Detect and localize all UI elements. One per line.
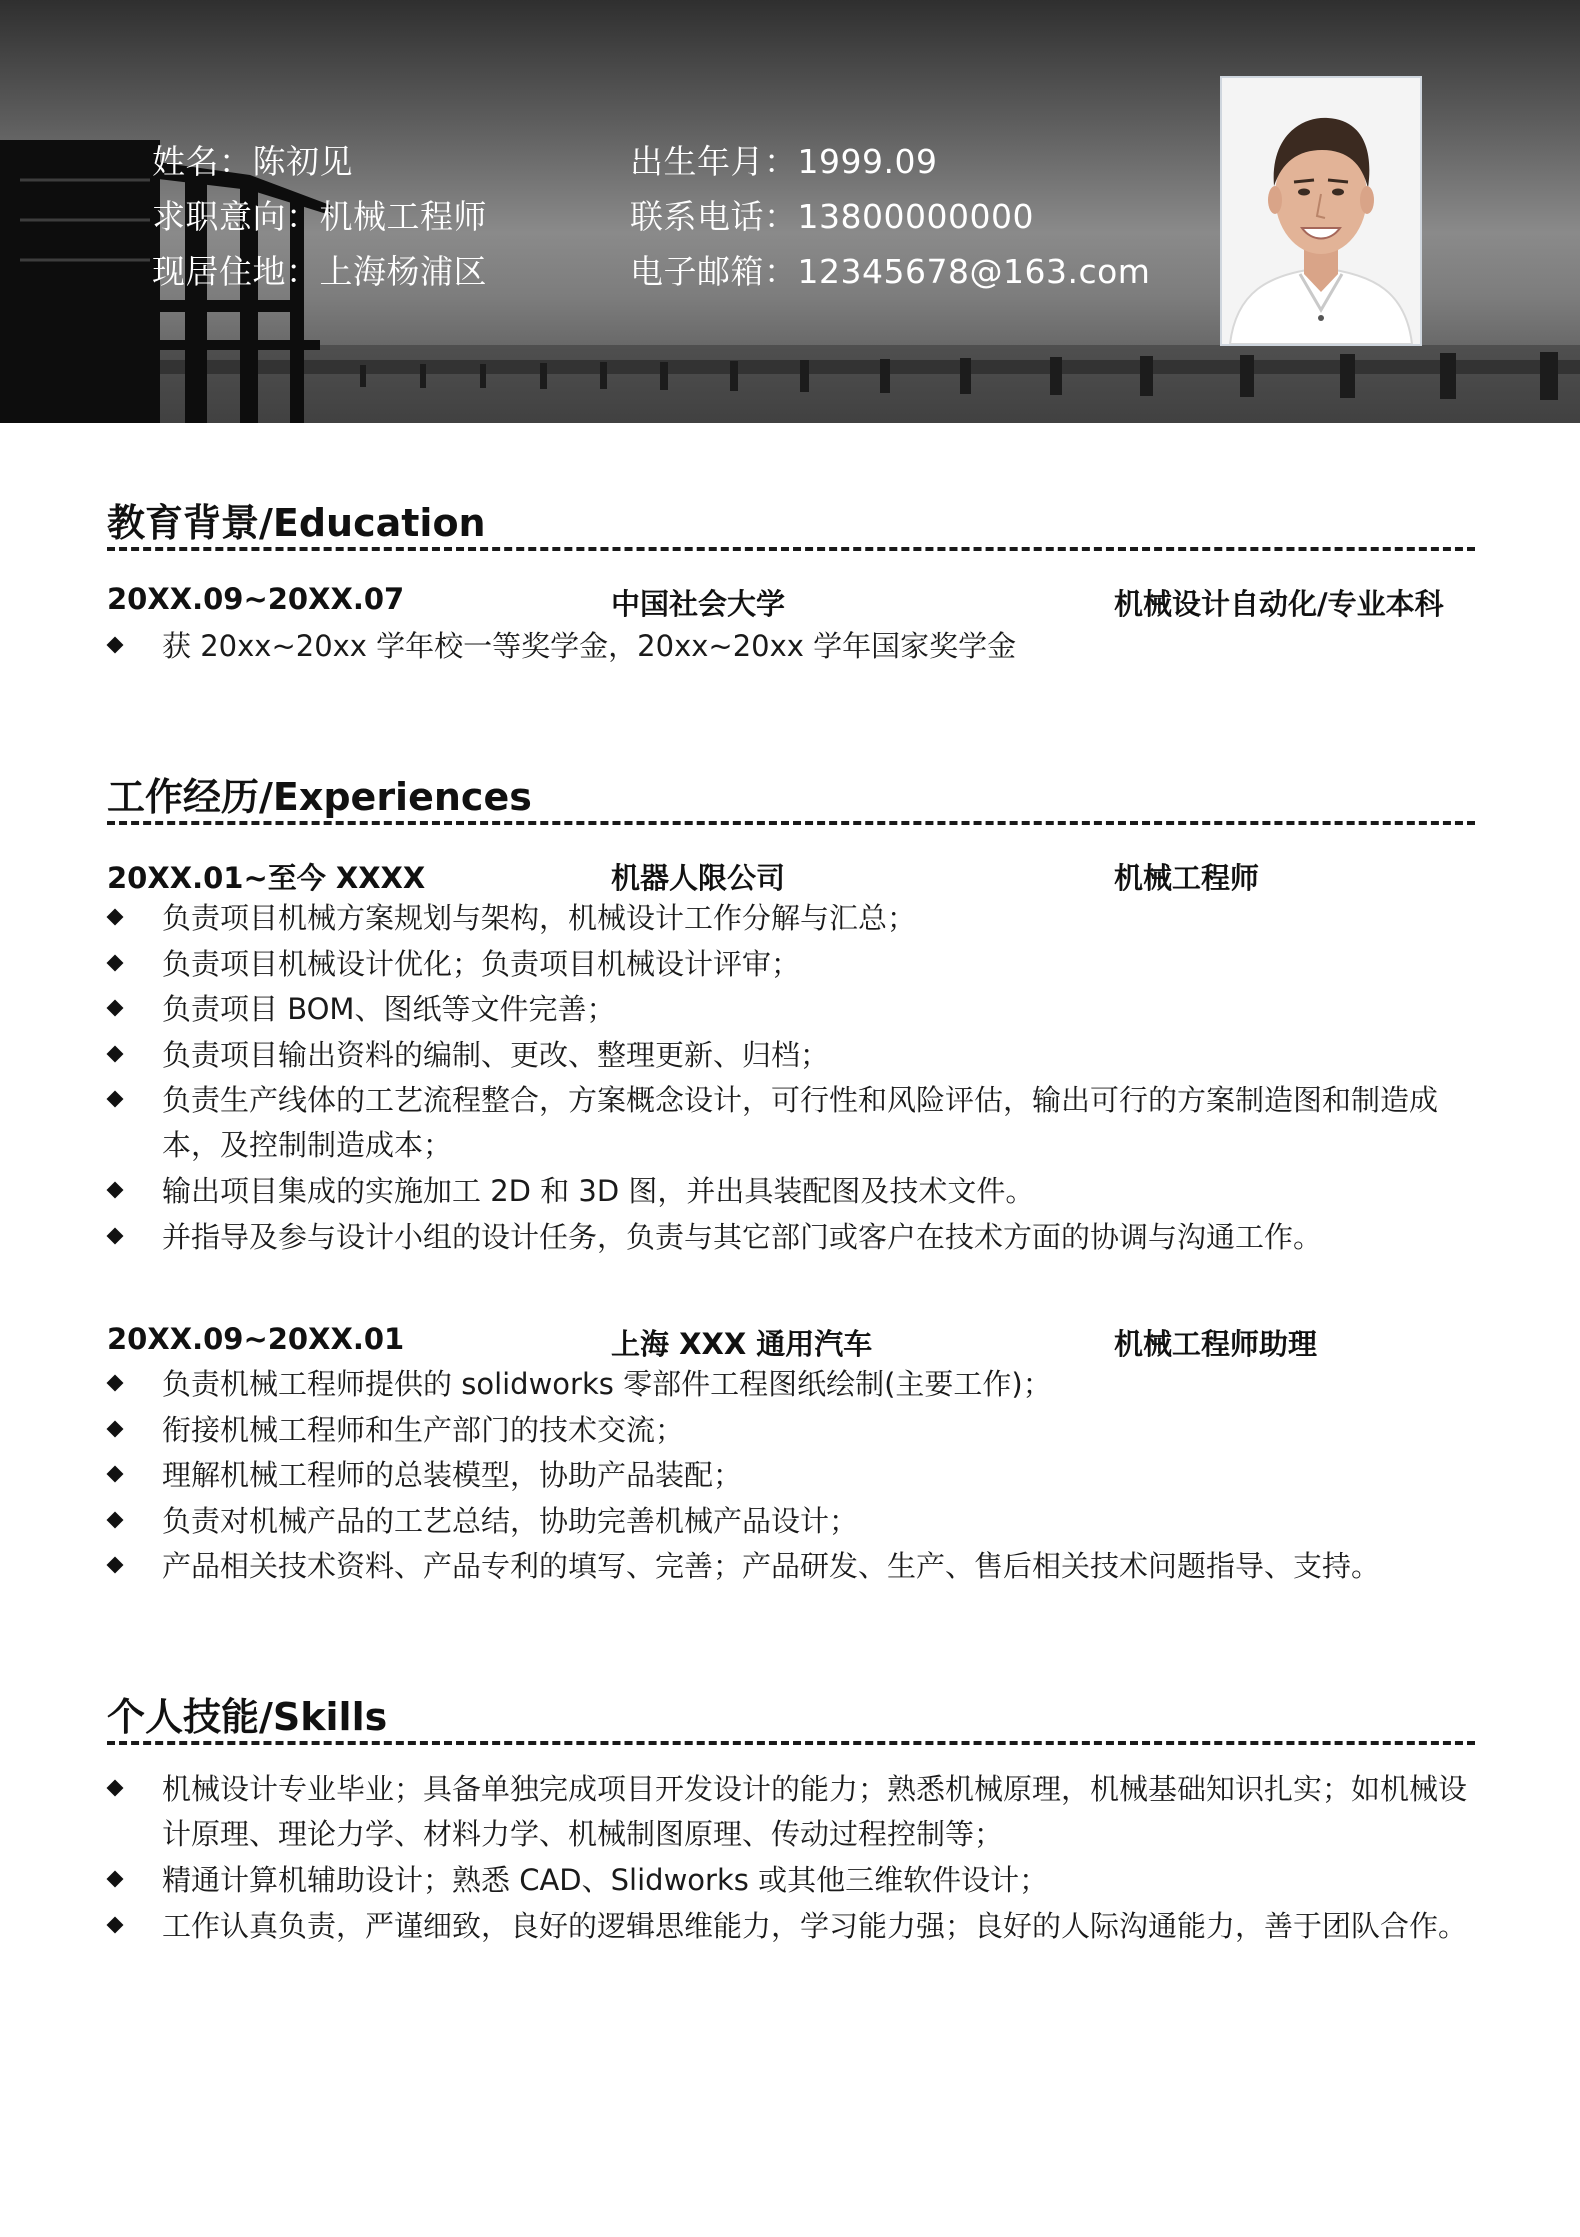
job-1-bullet: 负责项目输出资料的编制、更改、整理更新、归档； bbox=[107, 1033, 1477, 1078]
job-2-bullet: 产品相关技术资料、产品专利的填写、完善；产品研发、生产、售后相关技术问题指导、支持。 bbox=[107, 1544, 1477, 1589]
job-2-role: 机械工程师助理 bbox=[1114, 1327, 1318, 1361]
name-label: 姓名： bbox=[152, 142, 253, 181]
education-major: 机械设计自动化/专业本科 bbox=[1114, 587, 1444, 621]
birth-row bbox=[630, 136, 937, 183]
birth-label: 出生年月： bbox=[630, 142, 798, 181]
residence-row bbox=[152, 246, 487, 293]
diamond-bullet-icon bbox=[107, 909, 124, 926]
education-bullet: 获 20xx~20xx 学年校一等奖学金，20xx~20xx 学年国家奖学金 bbox=[107, 624, 1477, 669]
education-divider bbox=[107, 547, 1475, 551]
job-1-company: 机器人限公司 bbox=[611, 861, 786, 895]
diamond-bullet-icon bbox=[107, 1000, 124, 1017]
residence-value: 上海杨浦区 bbox=[319, 252, 487, 291]
diamond-bullet-icon bbox=[107, 1228, 124, 1245]
phone-value: 13800000000 bbox=[797, 197, 1034, 236]
skills-bullet: 工作认真负责，严谨细致，良好的逻辑思维能力，学习能力强；良好的人际沟通能力，善于团队合作。 bbox=[107, 1904, 1477, 1949]
job-1-bullet: 负责项目 BOM、图纸等文件完善； bbox=[107, 987, 1477, 1032]
job-2-bullet: 理解机械工程师的总装模型，协助产品装配； bbox=[107, 1453, 1477, 1498]
diamond-bullet-icon bbox=[107, 1917, 124, 1934]
residence-label: 现居住地： bbox=[152, 252, 320, 291]
diamond-bullet-icon bbox=[107, 1046, 124, 1063]
skills-section-title: 个人技能/Skills bbox=[107, 1695, 388, 1739]
diamond-bullet-icon bbox=[107, 1780, 124, 1797]
email-row bbox=[630, 246, 1150, 293]
skills-bullet: 机械设计专业毕业；具备单独完成项目开发设计的能力；熟悉机械原理，机械基础知识扎实；如机械设计原理、理论力学、材料力学、机械制图原理、传动过程控制等； bbox=[107, 1767, 1477, 1857]
experience-divider bbox=[107, 821, 1475, 825]
job-2-period: 20XX.09~20XX.01 bbox=[107, 1322, 405, 1356]
job-2-bullet: 衔接机械工程师和生产部门的技术交流； bbox=[107, 1408, 1477, 1453]
skills-divider bbox=[107, 1741, 1475, 1745]
job-1-bullet: 负责生产线体的工艺流程整合，方案概念设计，可行性和风险评估，输出可行的方案制造图和制造成本，及控制制造成本； bbox=[107, 1078, 1477, 1168]
job-2-bullet: 负责机械工程师提供的 solidworks 零部件工程图纸绘制(主要工作)； bbox=[107, 1362, 1477, 1407]
diamond-bullet-icon bbox=[107, 637, 124, 654]
diamond-bullet-icon bbox=[107, 1512, 124, 1529]
diamond-bullet-icon bbox=[107, 1091, 124, 1108]
portrait-image bbox=[1222, 78, 1420, 344]
job-1-period: 20XX.01~至今 XXXX bbox=[107, 861, 426, 895]
job-2-bullet: 负责对机械产品的工艺总结，协助完善机械产品设计； bbox=[107, 1499, 1477, 1544]
email-label: 电子邮箱： bbox=[630, 252, 798, 291]
birth-value: 1999.09 bbox=[797, 142, 938, 181]
name-row bbox=[152, 136, 353, 183]
phone-label: 联系电话： bbox=[630, 197, 798, 236]
job-2-company: 上海 XXX 通用汽车 bbox=[611, 1327, 873, 1361]
experience-section-title: 工作经历/Experiences bbox=[107, 775, 532, 819]
job-1-role: 机械工程师 bbox=[1114, 861, 1260, 895]
intent-row bbox=[152, 191, 487, 238]
header-banner bbox=[0, 0, 1580, 423]
diamond-bullet-icon bbox=[107, 1871, 124, 1888]
intent-value: 机械工程师 bbox=[319, 197, 487, 236]
education-school: 中国社会大学 bbox=[611, 587, 786, 621]
profile-photo bbox=[1220, 76, 1422, 346]
education-period: 20XX.09~20XX.07 bbox=[107, 582, 405, 616]
email-value: 12345678@163.com bbox=[797, 252, 1151, 291]
job-1-bullet: 负责项目机械设计优化；负责项目机械设计评审； bbox=[107, 942, 1477, 987]
skills-bullet: 精通计算机辅助设计；熟悉 CAD、Slidworks 或其他三维软件设计； bbox=[107, 1858, 1477, 1903]
diamond-bullet-icon bbox=[107, 1557, 124, 1574]
job-1-bullet: 负责项目机械方案规划与架构，机械设计工作分解与汇总； bbox=[107, 896, 1477, 941]
education-section-title: 教育背景/Education bbox=[107, 501, 486, 545]
intent-label: 求职意向： bbox=[152, 197, 320, 236]
phone-row bbox=[630, 191, 1034, 238]
diamond-bullet-icon bbox=[107, 1375, 124, 1392]
diamond-bullet-icon bbox=[107, 1466, 124, 1483]
diamond-bullet-icon bbox=[107, 1182, 124, 1199]
job-1-bullet: 输出项目集成的实施加工 2D 和 3D 图，并出具装配图及技术文件。 bbox=[107, 1169, 1477, 1214]
name-value: 陈初见 bbox=[252, 142, 353, 181]
diamond-bullet-icon bbox=[107, 955, 124, 972]
diamond-bullet-icon bbox=[107, 1421, 124, 1438]
job-1-bullet: 并指导及参与设计小组的设计任务，负责与其它部门或客户在技术方面的协调与沟通工作。 bbox=[107, 1215, 1477, 1260]
